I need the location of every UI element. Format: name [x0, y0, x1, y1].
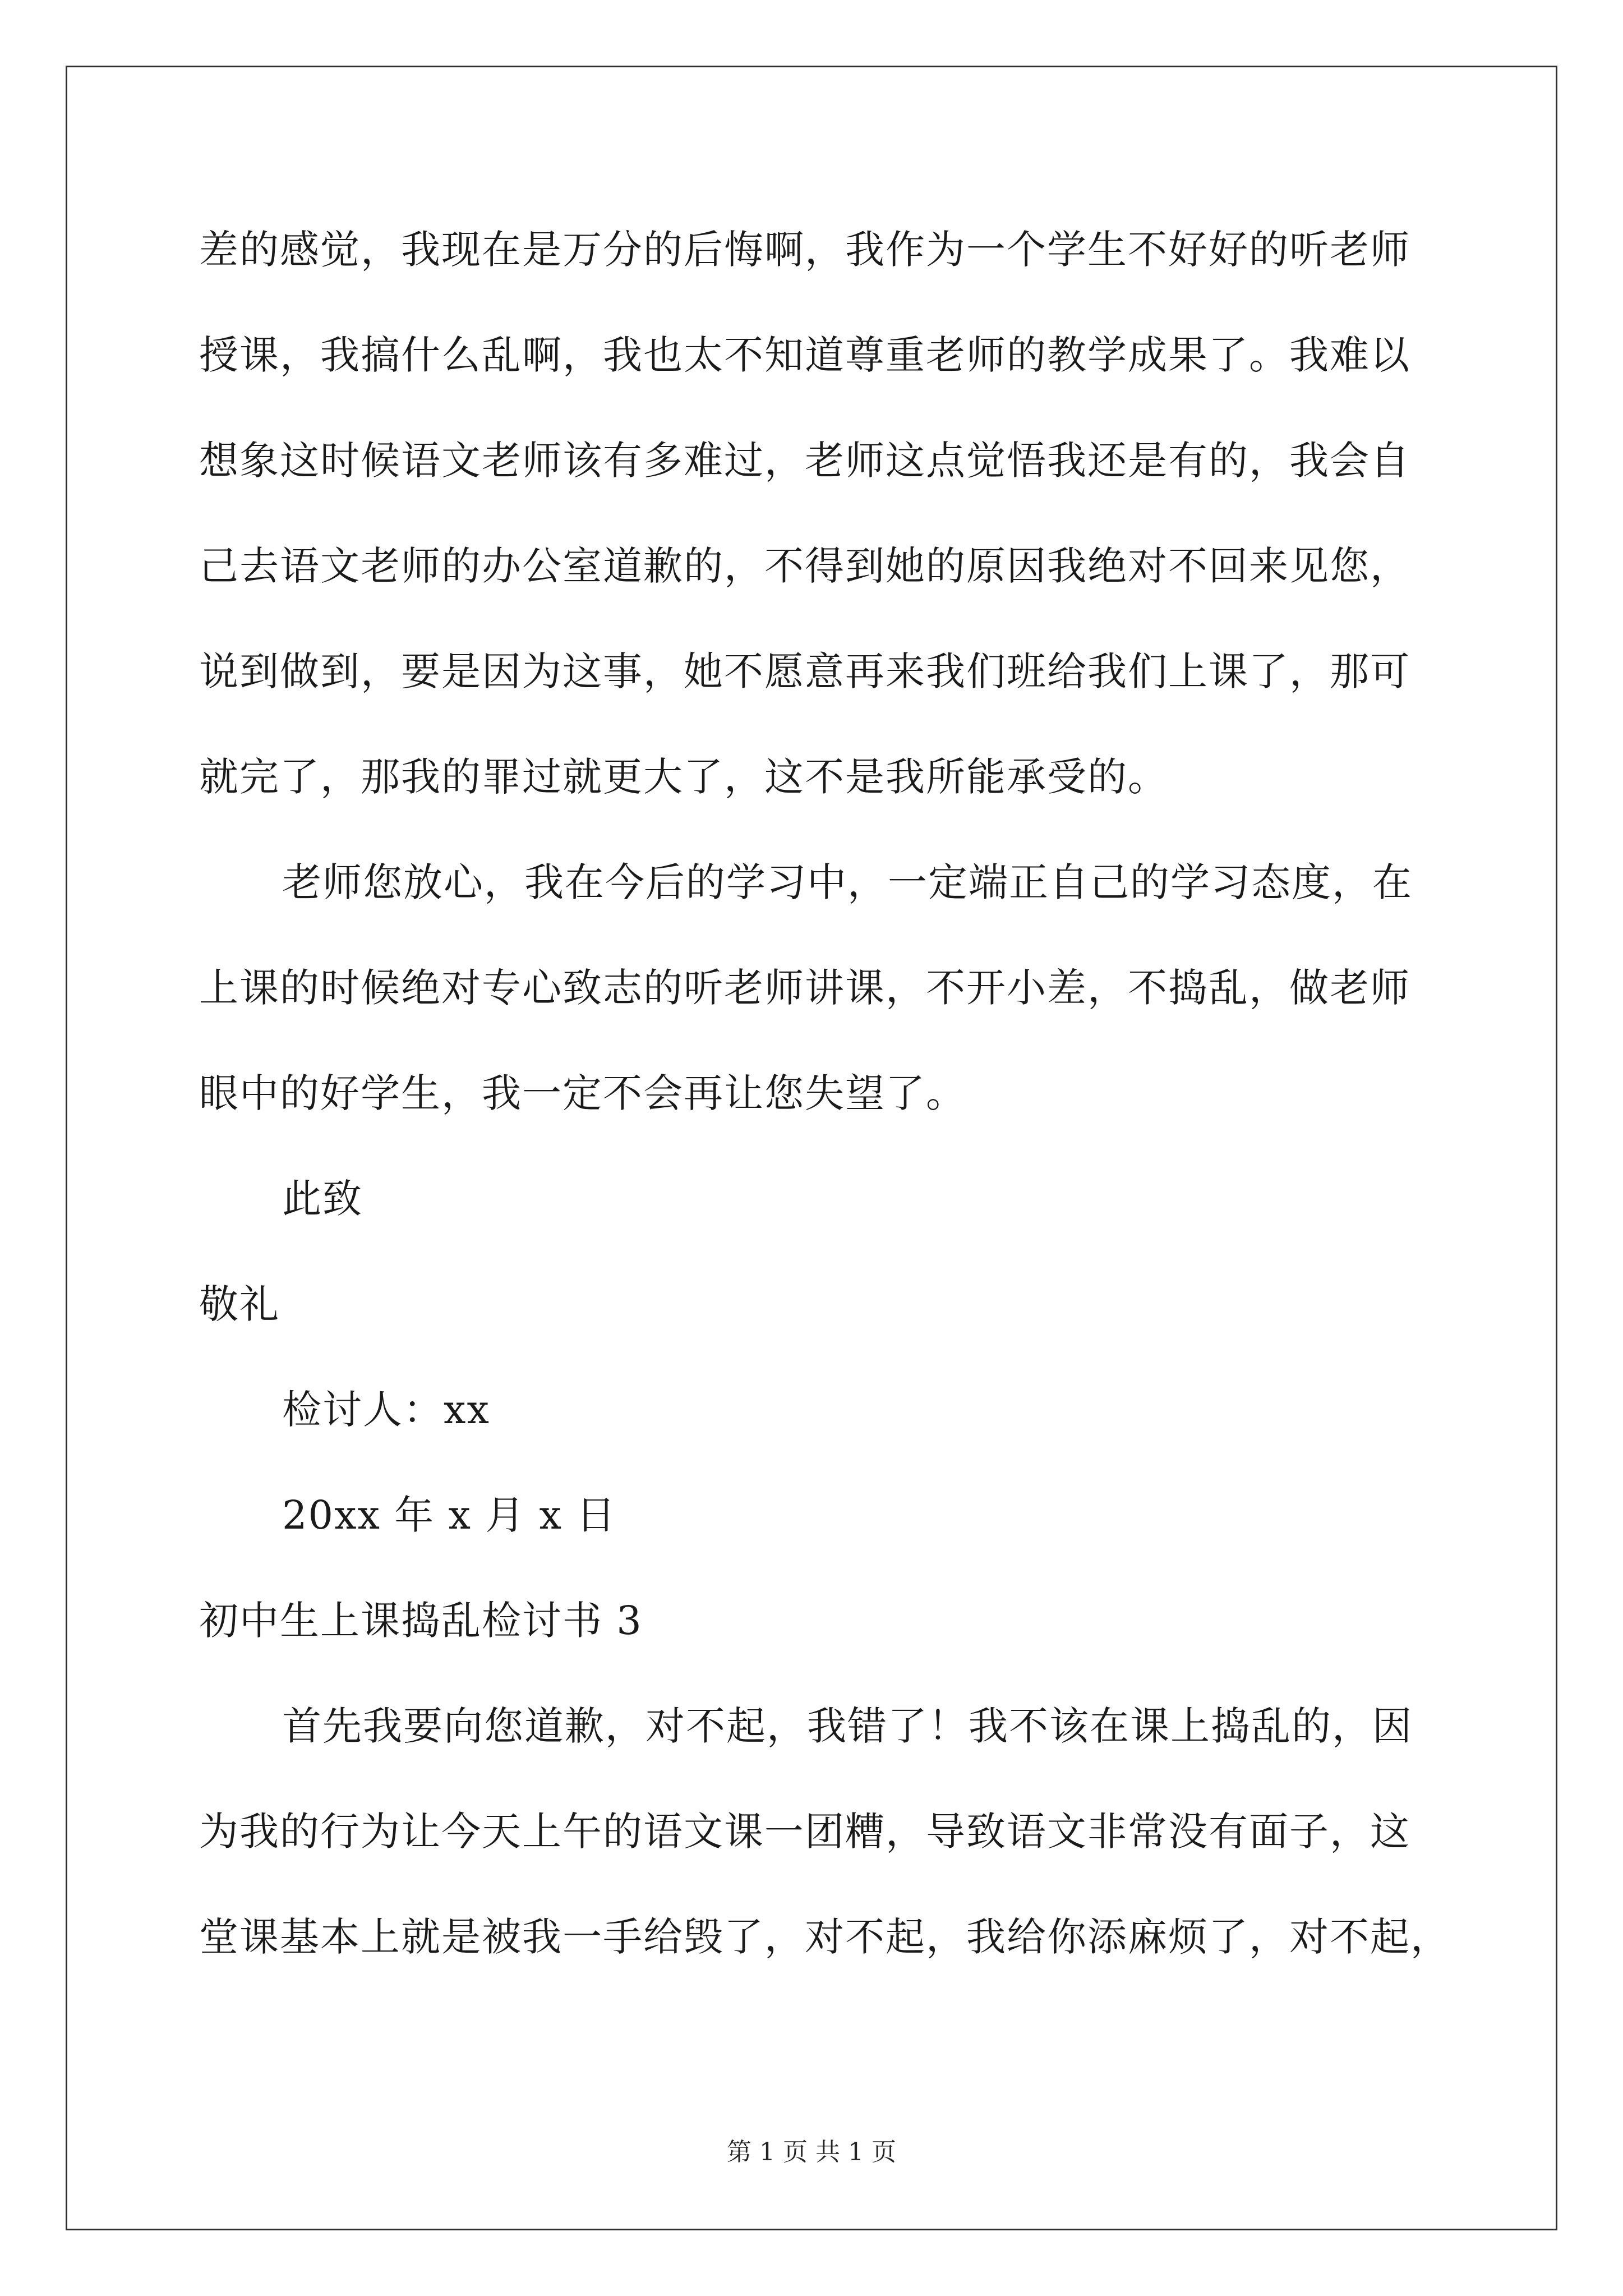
closing-regards: 敬礼	[199, 1281, 280, 1327]
text-line: 眼中的好学生，我一定不会再让您失望了。	[199, 1070, 966, 1116]
text-line: 堂课基本上就是被我一手给毁了，对不起，我给你添麻烦了，对不起，	[199, 1914, 1451, 1960]
text-line: 想象这时候语文老师该有多难过，老师这点觉悟我还是有的，我会自	[199, 438, 1410, 484]
page-footer: 第 1 页 共 1 页	[727, 2138, 896, 2166]
section-title: 初中生上课捣乱检讨书 3	[199, 1598, 643, 1644]
date-line: 20xx 年 x 月 x 日	[282, 1492, 617, 1538]
text-line: 授课，我搞什么乱啊，我也太不知道尊重老师的教学成果了。我难以	[199, 332, 1410, 378]
page-border	[66, 66, 1557, 2230]
closing-salutation: 此致	[282, 1176, 363, 1222]
text-line: 就完了，那我的罪过就更大了，这不是我所能承受的。	[199, 754, 1168, 800]
signature-line: 检讨人：xx	[282, 1387, 490, 1433]
text-line: 己去语文老师的办公室道歉的，不得到她的原因我绝对不回来见您，	[199, 543, 1410, 589]
text-line: 上课的时候绝对专心致志的听老师讲课，不开小差，不捣乱，做老师	[199, 965, 1410, 1011]
text-line: 差的感觉，我现在是万分的后悔啊，我作为一个学生不好好的听老师	[199, 227, 1410, 273]
text-line: 说到做到，要是因为这事，她不愿意再来我们班给我们上课了，那可	[199, 648, 1410, 694]
text-line: 为我的行为让今天上午的语文课一团糟，导致语文非常没有面子，这	[199, 1809, 1410, 1855]
paragraph-start-line: 老师您放心，我在今后的学习中，一定端正自己的学习态度，在	[282, 859, 1413, 905]
paragraph-start-line: 首先我要向您道歉，对不起，我错了！我不该在课上捣乱的，因	[282, 1703, 1413, 1749]
